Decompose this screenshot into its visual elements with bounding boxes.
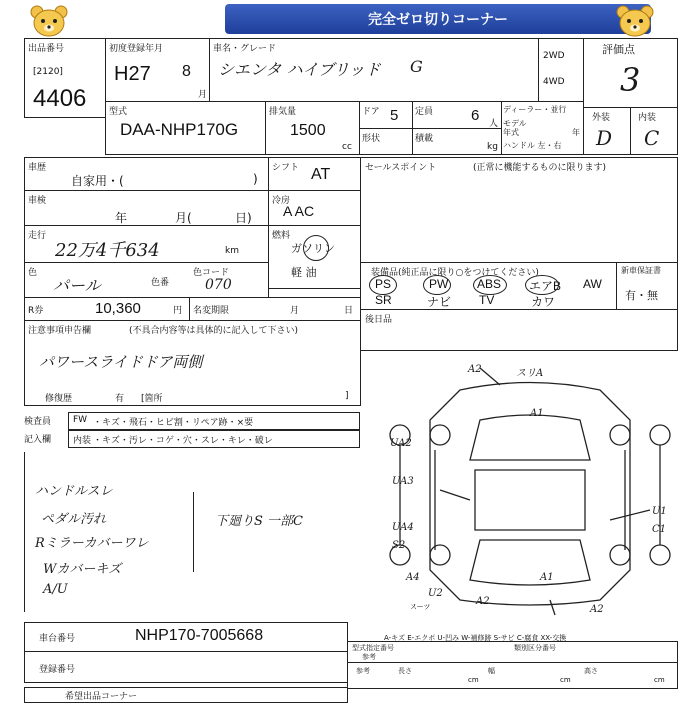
legend-text: A-キズ E-エクボ U-凹み W-補修跡 S-サビ C-腐食 XX-交換 xyxy=(384,634,567,642)
diag-u1: U1 xyxy=(652,506,667,517)
mileage-unit: km xyxy=(225,246,239,256)
model-value: DAA-NHP170G xyxy=(120,120,239,139)
warranty-label: 新車保証書 xyxy=(621,266,661,275)
name-change-label: 名変期限 xyxy=(193,306,230,316)
disp-label: 排気量 xyxy=(269,107,297,117)
repair-label: 修復歴 xyxy=(45,394,73,404)
cap-value: 6 xyxy=(471,107,480,124)
door-cell xyxy=(359,101,413,129)
diag-s2: S2 xyxy=(392,540,406,551)
inspector-row1 xyxy=(68,412,360,430)
car-grade: G xyxy=(410,57,423,76)
notes-label: 注意事項申告欄 xyxy=(28,326,92,336)
lot-sub: [2120] xyxy=(33,67,63,77)
inspection-cell xyxy=(24,190,269,226)
color-num-label: 色番 xyxy=(151,278,170,288)
door-value: 5 xyxy=(390,107,399,124)
equip-airbag: エアB xyxy=(529,279,562,293)
mileage-label: 走行 xyxy=(28,231,47,241)
drive-4wd: 4WD xyxy=(543,77,565,87)
form-length: 長さ xyxy=(398,667,412,675)
score-label: 評価点 xyxy=(602,43,635,56)
diag-a1-bottom: A1 xyxy=(540,572,554,583)
color-cell xyxy=(24,262,269,298)
inspector-row1-text: ・キズ・飛石・ヒビ割・リペア跡・×要 xyxy=(93,418,254,428)
disp-value: 1500 xyxy=(290,122,326,139)
bear-mascot-right-icon xyxy=(614,4,656,38)
sales-note: (正常に機能するものに限ります) xyxy=(473,163,607,173)
diag-ua3: UA3 xyxy=(392,476,414,487)
warranty-cell xyxy=(616,262,678,310)
form-number-cell xyxy=(347,641,678,689)
recycle-cell xyxy=(24,297,190,321)
diag-c1: C1 xyxy=(652,524,667,535)
corner-banner xyxy=(225,4,651,34)
use-label: 車歴 xyxy=(28,163,47,173)
score-value: 3 xyxy=(620,61,641,99)
dealer-label: ディーラー・並行 xyxy=(503,105,567,114)
form-ref1: 参考 xyxy=(362,653,376,661)
load-unit: kg xyxy=(487,142,498,152)
load-label: 積載 xyxy=(415,134,434,144)
diag-a2-bottom-left: A2 xyxy=(476,596,490,607)
shift-label: シフト xyxy=(272,163,300,173)
car-label: 車名・グレード xyxy=(213,44,277,54)
regno-cell xyxy=(24,651,348,683)
model-cell xyxy=(105,101,266,155)
remark-mid: 下廻りS 一部C xyxy=(215,514,303,529)
equip-aw: AW xyxy=(583,277,602,291)
mileage-cell xyxy=(24,225,269,263)
use-cell xyxy=(24,157,269,191)
diag-a1-top: A1 xyxy=(530,408,544,419)
model-label: 型式 xyxy=(109,107,128,117)
int-value: C xyxy=(644,126,660,150)
remarks-area xyxy=(24,452,360,612)
equipment-cell xyxy=(360,262,617,310)
inspector-row2 xyxy=(68,430,360,448)
remark-2: ペダル汚れ xyxy=(41,512,107,527)
inspector-row2-text: ・キズ・汚レ・コゲ・穴・スレ・キレ・破レ xyxy=(93,436,273,446)
recycle-label: R券 xyxy=(28,306,44,316)
footer-label: 希望出品コーナー xyxy=(65,692,138,702)
fuel-gas-circle xyxy=(303,235,329,261)
equip-label: 装備品(純正品に限り○をつけてください) xyxy=(371,268,539,278)
sales-label: セールスポイント xyxy=(365,163,437,173)
color-code-label: 色コード xyxy=(193,268,230,278)
shift-value: AT xyxy=(311,166,331,183)
shape-cell xyxy=(359,128,413,155)
form-ref2: 参考 xyxy=(356,667,370,675)
cooling-cell xyxy=(268,190,361,226)
inspect-month: 月( xyxy=(175,211,192,225)
dealer-year-unit: 年 xyxy=(572,128,580,137)
color-label: 色 xyxy=(28,268,38,278)
chassis-label: 車台番号 xyxy=(39,634,76,644)
footer-cell xyxy=(24,687,348,703)
inspect-label: 車検 xyxy=(28,196,47,206)
inspector-label2: 記入欄 xyxy=(24,435,52,445)
equip-tv: TV xyxy=(479,293,495,307)
form-height: 高さ xyxy=(584,667,598,675)
inspector-section xyxy=(24,412,359,448)
equip-sr: SR xyxy=(375,293,392,307)
diag-ua4: UA4 xyxy=(392,522,414,533)
remark-3: Rミラーカバーワレ xyxy=(35,536,149,551)
form-label1: 型式指定番号 xyxy=(352,644,394,652)
inspector-row2-head: 内装 xyxy=(73,436,92,446)
fuel-label: 燃料 xyxy=(272,231,291,241)
diag-sura: スリA xyxy=(516,368,544,379)
color-code: 070 xyxy=(205,277,232,293)
name-change-month: 月 xyxy=(290,306,300,316)
dealer-handle: ハンドル 左・右 xyxy=(503,141,562,150)
score-cell xyxy=(583,38,678,108)
dealer-cell xyxy=(501,101,584,155)
recycle-value: 10,360 xyxy=(95,300,141,317)
fuel-cell xyxy=(268,225,361,289)
inspect-day: 日) xyxy=(235,211,252,225)
inspector-row1-head: FW xyxy=(73,415,88,425)
regno-label: 登録番号 xyxy=(39,665,76,675)
chassis-cell xyxy=(24,622,348,652)
shape-label: 形状 xyxy=(362,134,381,144)
dealer-model-label: モデル xyxy=(503,119,527,128)
reg-month-unit: 月 xyxy=(198,90,208,100)
recycle-unit: 円 xyxy=(173,306,183,316)
dealer-year-label: 年式 xyxy=(503,128,519,137)
form-cm3: cm xyxy=(654,676,665,684)
diag-a2-top: A2 xyxy=(468,364,482,375)
lot-number: 4406 xyxy=(33,85,87,112)
notes-cell xyxy=(24,320,361,406)
capacity-cell xyxy=(412,101,502,129)
inspector-label1: 検査員 xyxy=(24,417,52,427)
after-items-label: 後日品 xyxy=(365,315,393,325)
ext-value: D xyxy=(596,126,613,150)
warranty-value: 有・無 xyxy=(625,289,658,302)
reg-label: 初度登録年月 xyxy=(109,44,164,54)
fuel-diesel: 軽 油 xyxy=(291,266,317,279)
repair-parts: [箇所 xyxy=(141,394,163,404)
notes-text: パワースライドドア両側 xyxy=(39,353,203,371)
color-value: パール xyxy=(53,276,101,295)
reg-month: 8 xyxy=(182,63,191,80)
remark-1: ハンドルスレ xyxy=(35,484,113,499)
diag-u2: U2 xyxy=(428,588,443,599)
ext-label: 外装 xyxy=(592,113,611,123)
mileage-value: 22万4千634 xyxy=(55,240,160,261)
cool-value: A AC xyxy=(283,203,315,219)
diag-ua2: UA2 xyxy=(390,438,412,449)
chassis-value: NHP170-7005668 xyxy=(135,627,264,644)
name-change-cell xyxy=(189,297,361,321)
form-width: 幅 xyxy=(488,667,495,675)
cool-label: 冷房 xyxy=(272,196,291,206)
drive-2wd: 2WD xyxy=(543,51,565,61)
form-cm1: cm xyxy=(468,676,479,684)
use-value: 自家用・( xyxy=(71,174,124,188)
int-label: 内装 xyxy=(638,113,657,123)
lot-label: 出品番号 xyxy=(28,44,65,54)
equip-navi: ナビ xyxy=(427,295,452,309)
remark-5: A/U xyxy=(43,582,68,597)
equip-pw: PW xyxy=(429,277,449,291)
fuel-gas: ガソリン xyxy=(291,242,335,255)
car-damage-diagram xyxy=(380,360,680,620)
load-cell xyxy=(412,128,502,155)
use-close: ) xyxy=(253,172,258,186)
disp-unit: cc xyxy=(342,142,352,152)
equip-leather: カワ xyxy=(531,295,556,309)
car-name: シエンタ ハイブリッド xyxy=(218,60,381,79)
after-items-cell xyxy=(360,309,678,351)
car-name-cell xyxy=(209,38,539,102)
ext-int-score-cell xyxy=(583,107,678,155)
form-cm2: cm xyxy=(560,676,571,684)
cap-unit: 人 xyxy=(489,119,499,129)
repair-close: ] xyxy=(345,391,349,401)
cap-label: 定員 xyxy=(415,107,434,117)
notes-sub: (不具合内容等は具体的に記入して下さい) xyxy=(129,326,299,336)
inspect-year: 年 xyxy=(115,211,128,225)
reg-year: H27 xyxy=(114,63,151,85)
diag-a2-bottom-right: A2 xyxy=(590,604,604,615)
name-change-day: 日 xyxy=(344,306,354,316)
displacement-cell xyxy=(265,101,360,155)
drive-cell xyxy=(538,38,584,102)
diag-a4: A4 xyxy=(406,572,420,583)
equip-abs: ABS xyxy=(477,277,502,291)
equip-ps: PS xyxy=(375,277,392,291)
banner-title: 完全ゼロ切りコーナー xyxy=(368,12,508,28)
door-label: ドア xyxy=(362,107,380,117)
registration-cell xyxy=(105,38,210,102)
repair-value: 有 xyxy=(115,394,125,404)
bear-mascot-left-icon xyxy=(28,4,70,38)
sales-point-cell xyxy=(360,157,678,263)
lot-number-cell xyxy=(24,38,106,118)
remark-4: Wカバーキズ xyxy=(43,562,122,577)
diag-spare: スーツ xyxy=(410,603,431,611)
shift-cell xyxy=(268,157,361,191)
form-label2: 類別区分番号 xyxy=(514,644,556,652)
